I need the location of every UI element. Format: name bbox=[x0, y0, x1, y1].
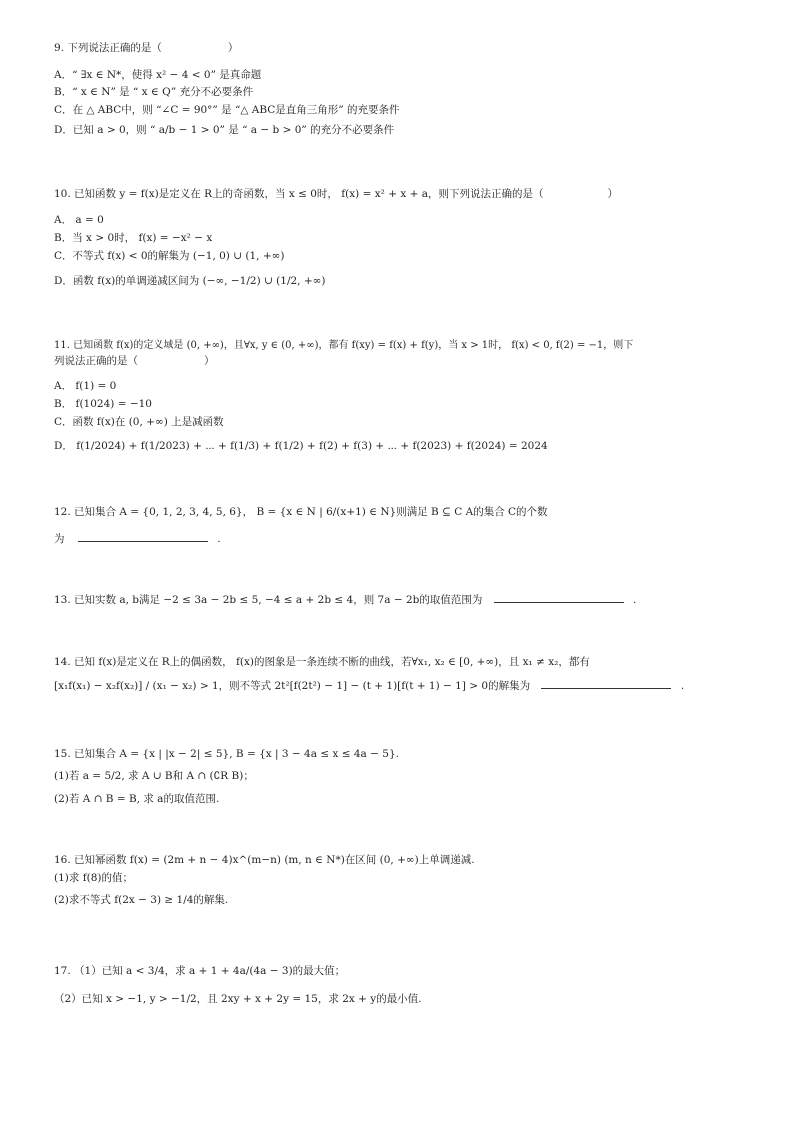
q9-stem bbox=[54, 40, 238, 55]
q14-suffix: . bbox=[680, 680, 685, 692]
q16-part2: (2)求不等式 f(2x − 3) ≥ 1/4的解集. bbox=[54, 894, 229, 906]
q13-answer-blank[interactable] bbox=[494, 602, 624, 603]
q16-part1: (1)求 f(8)的值； bbox=[54, 872, 133, 884]
q14-line2 bbox=[54, 678, 684, 693]
q11-option-b: B． f(1024) = −10 bbox=[54, 398, 152, 410]
q12-line1: 12. 已知集合 A = {0, 1, 2, 3, 4, 5, 6}， B = {x ∈ N | 6/(x+1) ∈ N}则满足 B ⊆ C A的集合 C的个数 bbox=[54, 506, 548, 518]
q13-text: 13. 已知实数 a, b满足 −2 ≤ 3a − 2b ≤ 5, −4 ≤ a + 2b ≤ 4，则 7a − 2b的取值范围为 bbox=[54, 594, 483, 606]
q12-suffix: . bbox=[217, 533, 221, 545]
q9-stem-text: 9. 下列说法正确的是（ bbox=[54, 42, 162, 54]
q10-stem-text: 10. 已知函数 y = f(x)是定义在 R上的奇函数，当 x ≤ 0时， f(x) = x² + x + a，则下列说法正确的是（ bbox=[54, 188, 544, 200]
q9-stem-end: ） bbox=[227, 42, 239, 54]
q17-part1: 17. （1）已知 a < 3/4，求 a + 1 + 4a/(4a − 3)的最大值； bbox=[54, 965, 346, 977]
q14-line2-text: [x₁f(x₁) − x₂f(x₂)] / (x₁ − x₂) > 1，则不等式 2t²[f(2t²) − 1] − (t + 1)[f(t + 1) − 1] > 0的解集为 bbox=[54, 680, 531, 692]
q9-option-a: A．“ ∃x ∈ N*，使得 x² − 4 < 0” 是真命题 bbox=[54, 69, 262, 81]
q10-option-c: C．不等式 f(x) < 0的解集为 (−1, 0) ∪ (1, +∞) bbox=[54, 250, 285, 262]
q9-option-d: D．已知 a > 0，则 “ a/b − 1 > 0” 是 “ a − b > 0” 的充分不必要条件 bbox=[54, 124, 395, 136]
q14-answer-blank[interactable] bbox=[541, 688, 671, 689]
q13-suffix: . bbox=[633, 594, 637, 606]
q14-line1: 14. 已知 f(x)是定义在 R上的偶函数， f(x)的图象是一条连续不断的曲线，若∀x₁, x₂ ∈ [0, +∞)，且 x₁ ≠ x₂，都有 bbox=[54, 656, 590, 668]
q10-option-d: D．函数 f(x)的单调递减区间为 (−∞, −1/2) ∪ (1/2, +∞) bbox=[54, 275, 326, 287]
q13-line bbox=[54, 592, 636, 607]
q12-answer-blank[interactable] bbox=[78, 541, 208, 542]
q10-stem-end: ） bbox=[607, 188, 619, 200]
q15-part1: (1)若 a = 5/2, 求 A ∪ B和 A ∩ (∁R B)； bbox=[54, 770, 254, 782]
q10-stem bbox=[54, 186, 744, 201]
q15-stem: 15. 已知集合 A = {x | |x − 2| ≤ 5}, B = {x | 3 − 4a ≤ x ≤ 4a − 5}. bbox=[54, 748, 399, 760]
q12-line2 bbox=[54, 531, 221, 546]
q9-option-b: B．“ x ∈ N” 是 “ x ∈ Q” 充分不必要条件 bbox=[54, 86, 254, 98]
q11-option-c: C．函数 f(x)在 (0, +∞) 上是减函数 bbox=[54, 416, 224, 428]
q10-option-b: B．当 x > 0时， f(x) = −x² − x bbox=[54, 232, 213, 244]
q12-prefix: 为 bbox=[54, 533, 65, 545]
q11-stem-line2 bbox=[54, 353, 215, 368]
q11-option-d: D． f(1/2024) + f(1/2023) + ⋯ + f(1/3) + f(1/2) + f(2) + f(3) + ⋯ + f(2023) + f(2024) = 2024 bbox=[54, 440, 548, 452]
q11-stem-line1: 11. 已知函数 f(x)的定义域是 (0, +∞)，且∀x, y ∈ (0, +∞)，都有 f(xy) = f(x) + f(y)，当 x > 1时， f(x) < 0, f(2) = −1，则下 bbox=[54, 340, 634, 351]
q10-option-a: A． a = 0 bbox=[54, 214, 104, 226]
q15-part2: (2)若 A ∩ B = B, 求 a的取值范围. bbox=[54, 793, 220, 805]
q17-part2: （2）已知 x > −1, y > −1/2，且 2xy + x + 2y = 15，求 2x + y的最小值. bbox=[54, 993, 422, 1005]
q9-option-c: C．在 △ ABC中，则 “∠C = 90°” 是 “△ ABC是直角三角形” 的充要条件 bbox=[54, 104, 400, 116]
q16-stem: 16. 已知幂函数 f(x) = (2m + n − 4)x^(m−n) (m, n ∈ N*)在区间 (0, +∞)上单调递减. bbox=[54, 854, 475, 866]
q11-stem2-text: 列说法正确的是（ bbox=[54, 355, 138, 367]
q11-option-a: A． f(1) = 0 bbox=[54, 380, 117, 392]
q11-stem-end: ） bbox=[204, 355, 215, 367]
